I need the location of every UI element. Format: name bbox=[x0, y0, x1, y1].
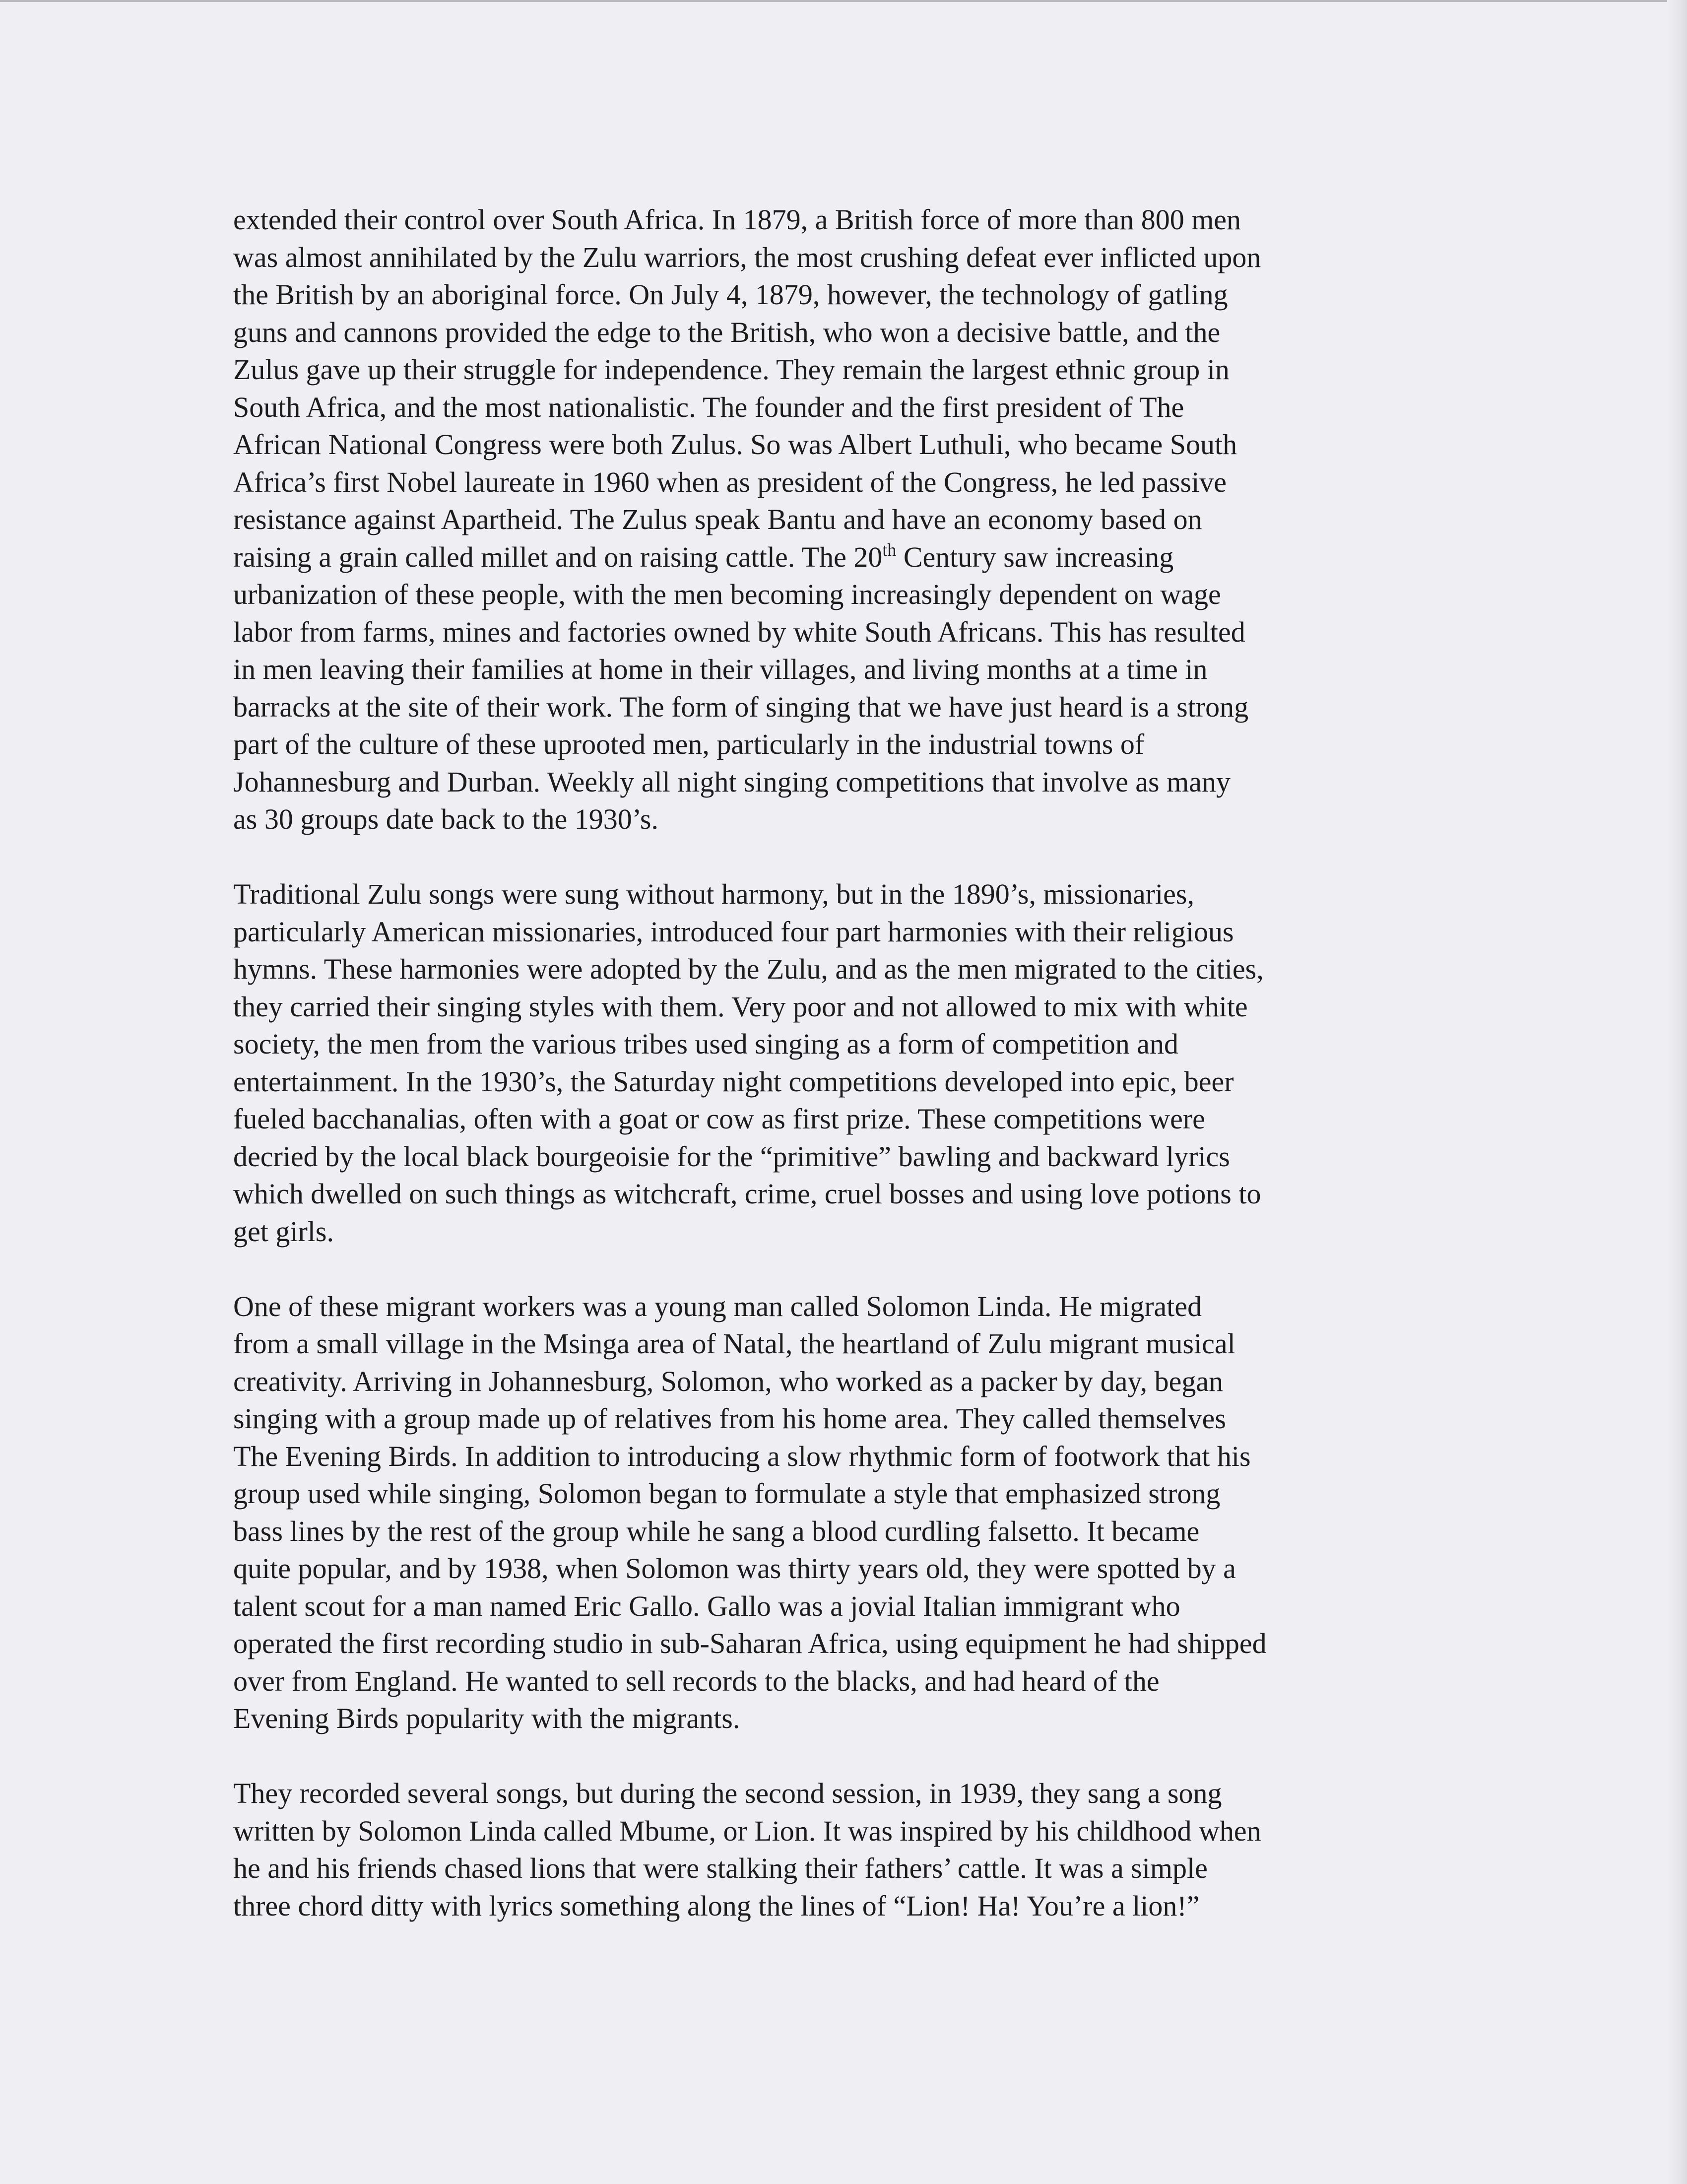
text-line: Johannesburg and Durban. Weekly all night singing competitions that involve as many bbox=[233, 765, 1231, 798]
text-line: over from England. He wanted to sell records to the blacks, and had heard of the bbox=[233, 1664, 1160, 1697]
paragraph-2 bbox=[233, 875, 1429, 1250]
text-line: group used while singing, Solomon began to formulate a style that emphasized strong bbox=[233, 1477, 1221, 1510]
text-line: quite popular, and by 1938, when Solomon was thirty years old, they were spotted by a bbox=[233, 1552, 1236, 1585]
paragraph-1 bbox=[233, 201, 1429, 838]
text-line: in men leaving their families at home in their villages, and living months at a time in bbox=[233, 653, 1208, 685]
text-line: Zulus gave up their struggle for independence. They remain the largest ethnic group in bbox=[233, 353, 1230, 386]
text-segment: Century saw increasing bbox=[896, 540, 1174, 573]
text-line: three chord ditty with lyrics something along the lines of “Lion! Ha! You’re a lion!” bbox=[233, 1889, 1200, 1922]
text-segment: raising a grain called millet and on raising cattle. The 20 bbox=[233, 540, 883, 573]
text-line: which dwelled on such things as witchcraft, crime, cruel bosses and using love potions to bbox=[233, 1178, 1261, 1210]
text-line: hymns. These harmonies were adopted by the Zulu, and as the men migrated to the cities, bbox=[233, 953, 1264, 985]
text-line: urbanization of these people, with the men becoming increasingly dependent on wage bbox=[233, 578, 1221, 610]
text-line: get girls. bbox=[233, 1215, 334, 1248]
document-body bbox=[233, 201, 1429, 1924]
text-line: operated the first recording studio in sub-Saharan Africa, using equipment he had shipped bbox=[233, 1627, 1267, 1659]
text-line: guns and cannons provided the edge to the British, who won a decisive battle, and the bbox=[233, 316, 1221, 348]
text-line: resistance against Apartheid. The Zulus speak Bantu and have an economy based on bbox=[233, 503, 1202, 535]
text-line: talent scout for a man named Eric Gallo. Gallo was a jovial Italian immigrant who bbox=[233, 1589, 1180, 1622]
paragraph-gap bbox=[233, 1737, 1429, 1775]
text-line: South Africa, and the most nationalistic. The founder and the first president of The bbox=[233, 391, 1184, 423]
text-line: as 30 groups date back to the 1930’s. bbox=[233, 803, 658, 835]
text-line: Africa’s first Nobel laureate in 1960 when as president of the Congress, he led passive bbox=[233, 465, 1227, 498]
page-top-edge bbox=[0, 0, 1687, 2]
paragraph-3 bbox=[233, 1288, 1429, 1737]
text-line: They recorded several songs, but during the second session, in 1939, they sang a song bbox=[233, 1777, 1222, 1809]
paragraph-4 bbox=[233, 1775, 1429, 1924]
paragraph-gap bbox=[233, 1250, 1429, 1288]
ordinal-superscript: th bbox=[882, 539, 897, 560]
text-line: was almost annihilated by the Zulu warriors, the most crushing defeat ever inflicted upon bbox=[233, 241, 1261, 273]
text-line: African National Congress were both Zulus. So was Albert Luthuli, who became South bbox=[233, 428, 1237, 461]
text-line: the British by an aboriginal force. On July 4, 1879, however, the technology of gatling bbox=[233, 278, 1228, 311]
text-line bbox=[233, 538, 1429, 576]
text-line: One of these migrant workers was a young man called Solomon Linda. He migrated bbox=[233, 1290, 1202, 1323]
text-line: The Evening Birds. In addition to introducing a slow rhythmic form of footwork that his bbox=[233, 1440, 1251, 1472]
text-line: decried by the local black bourgeoisie for the “primitive” bawling and backward lyrics bbox=[233, 1140, 1230, 1173]
text-line: particularly American missionaries, introduced four part harmonies with their religious bbox=[233, 915, 1234, 948]
text-line: Traditional Zulu songs were sung without harmony, but in the 1890’s, missionaries, bbox=[233, 878, 1194, 910]
text-line: barracks at the site of their work. The form of singing that we have just heard is a strong bbox=[233, 690, 1249, 723]
text-line: creativity. Arriving in Johannesburg, Solomon, who worked as a packer by day, began bbox=[233, 1365, 1224, 1397]
text-line: bass lines by the rest of the group while he sang a blood curdling falsetto. It became bbox=[233, 1515, 1200, 1547]
text-line: extended their control over South Africa. In 1879, a British force of more than 800 men bbox=[233, 203, 1241, 236]
page-right-edge bbox=[1667, 0, 1687, 2184]
text-line: fueled bacchanalias, often with a goat or cow as first prize. These competitions were bbox=[233, 1103, 1205, 1135]
text-line: Evening Birds popularity with the migrants. bbox=[233, 1702, 740, 1734]
text-line: he and his friends chased lions that were stalking their fathers’ cattle. It was a simple bbox=[233, 1852, 1208, 1884]
text-line: part of the culture of these uprooted men, particularly in the industrial towns of bbox=[233, 728, 1145, 760]
text-line: from a small village in the Msinga area of Natal, the heartland of Zulu migrant musical bbox=[233, 1327, 1235, 1360]
text-line: they carried their singing styles with them. Very poor and not allowed to mix with white bbox=[233, 990, 1248, 1023]
text-line: singing with a group made up of relatives from his home area. They called themselves bbox=[233, 1402, 1226, 1435]
text-line: society, the men from the various tribes used singing as a form of competition and bbox=[233, 1028, 1178, 1060]
text-line: labor from farms, mines and factories owned by white South Africans. This has resulted bbox=[233, 615, 1245, 648]
paragraph-gap bbox=[233, 838, 1429, 876]
text-line: entertainment. In the 1930’s, the Saturday night competitions developed into epic, beer bbox=[233, 1065, 1234, 1098]
text-line: written by Solomon Linda called Mbume, or Lion. It was inspired by his childhood when bbox=[233, 1814, 1261, 1847]
